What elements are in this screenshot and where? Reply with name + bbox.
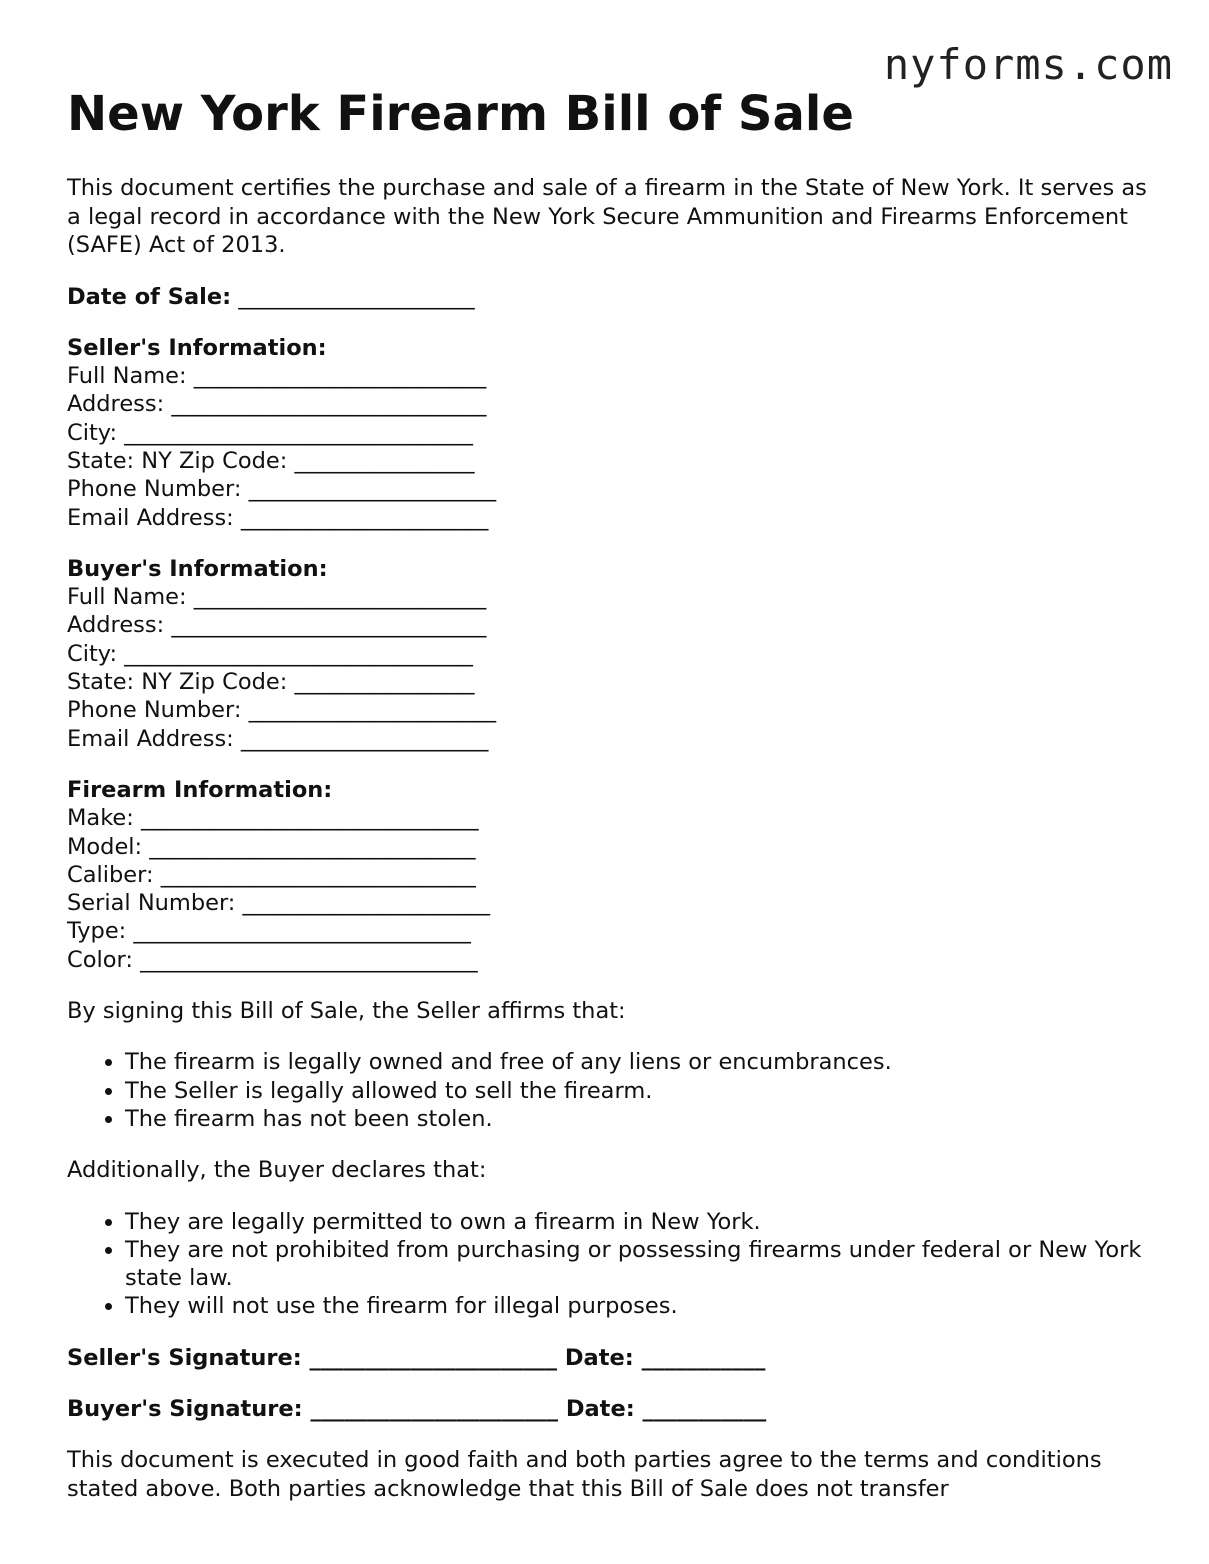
list-item: • They are not prohibited from purchasing or possessing firearms under federal or New York state law. xyxy=(125,1236,1147,1293)
buyer-heading: Buyer's Information: xyxy=(67,555,328,582)
buyer-address-field[interactable]: Address: ____________________________ xyxy=(67,612,487,639)
buyer-full-name-field[interactable]: Full Name: __________________________ xyxy=(67,584,487,611)
seller-section xyxy=(67,334,1147,532)
seller-affirms-list xyxy=(67,1048,1147,1133)
seller-city-field[interactable]: City: _______________________________ xyxy=(67,419,473,446)
firearm-section xyxy=(67,776,1147,974)
page-title: New York Firearm Bill of Sale xyxy=(67,86,854,142)
closing-paragraph: This document is executed in good faith and both parties agree to the terms and conditions stated above. Both parties acknowledge that this Bill of Sale does not transfer xyxy=(67,1447,1102,1502)
buyer-state-zip-field[interactable]: State: NY Zip Code: ________________ xyxy=(67,669,475,696)
date-of-sale-blank: _____________________ xyxy=(238,283,475,310)
buyer-city-field[interactable]: City: _______________________________ xyxy=(67,640,473,667)
buyer-section xyxy=(67,555,1147,753)
firearm-caliber-field[interactable]: Caliber: ____________________________ xyxy=(67,861,476,888)
list-item: • They are legally permitted to own a firearm in New York. xyxy=(125,1208,1147,1236)
buyer-signature-field[interactable]: Buyer's Signature: ______________________ Date: ___________ xyxy=(67,1396,767,1422)
list-item: • The firearm has not been stolen. xyxy=(125,1105,1147,1133)
list-item: • The firearm is legally owned and free of any liens or encumbrances. xyxy=(125,1048,1147,1076)
list-item: • They will not use the firearm for illegal purposes. xyxy=(125,1292,1147,1320)
seller-signature-field[interactable]: Seller's Signature: ______________________ Date: ___________ xyxy=(67,1344,766,1371)
date-of-sale-field[interactable] xyxy=(67,283,1147,311)
document-page xyxy=(67,82,1147,1503)
date-of-sale-label: Date of Sale: xyxy=(67,283,232,310)
buyer-declares-list xyxy=(67,1208,1147,1321)
watermark: nyforms.com xyxy=(883,40,1173,89)
seller-full-name-field[interactable]: Full Name: __________________________ xyxy=(67,363,487,390)
seller-heading: Seller's Information: xyxy=(67,334,327,361)
buyer-declares-intro: Additionally, the Buyer declares that: xyxy=(67,1157,487,1184)
intro-paragraph: This document certifies the purchase and sale of a firearm in the State of New York. It serves as a legal record in accordance with the New York Secure Ammunition and Firearms Enforcement (SAFE) Act of 2013. xyxy=(67,175,1147,258)
firearm-type-field[interactable]: Type: ______________________________ xyxy=(67,918,471,945)
seller-phone-field[interactable]: Phone Number: ______________________ xyxy=(67,476,497,503)
list-item: • The Seller is legally allowed to sell the firearm. xyxy=(125,1077,1147,1105)
seller-affirms-intro: By signing this Bill of Sale, the Seller affirms that: xyxy=(67,998,626,1025)
firearm-heading: Firearm Information: xyxy=(67,776,333,803)
firearm-color-field[interactable]: Color: ______________________________ xyxy=(67,946,478,973)
seller-email-field[interactable]: Email Address: ______________________ xyxy=(67,504,489,531)
firearm-make-field[interactable]: Make: ______________________________ xyxy=(67,805,479,832)
buyer-phone-field[interactable]: Phone Number: ______________________ xyxy=(67,697,497,724)
firearm-model-field[interactable]: Model: _____________________________ xyxy=(67,833,476,860)
firearm-serial-field[interactable]: Serial Number: ______________________ xyxy=(67,890,491,917)
seller-state-zip-field[interactable]: State: NY Zip Code: ________________ xyxy=(67,447,475,474)
buyer-email-field[interactable]: Email Address: ______________________ xyxy=(67,725,489,752)
seller-address-field[interactable]: Address: ____________________________ xyxy=(67,391,487,418)
